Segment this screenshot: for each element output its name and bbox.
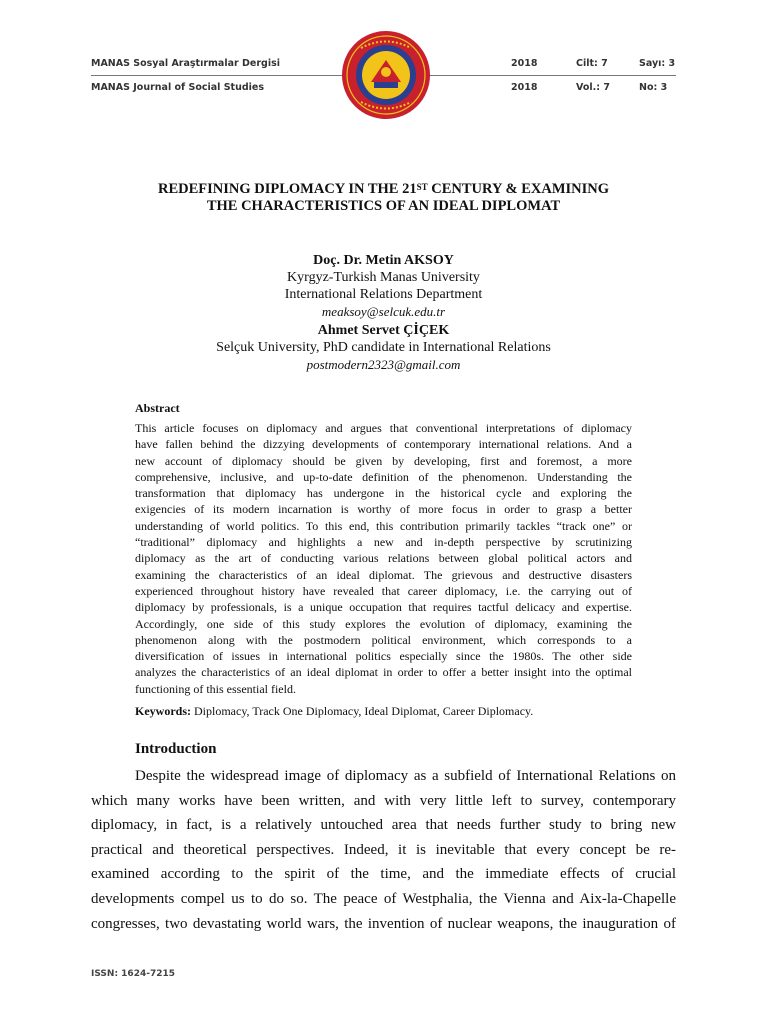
paper-title: REDEFINING DIPLOMACY IN THE 21ST CENTURY & EXAMINING THE CHARACTERISTICS OF AN IDEAL DIPLOMAT: [157, 181, 610, 214]
abstract-line: diplomacy by professionals, is a unique occupation that requires tactful delicacy and expertise.: [135, 600, 632, 615]
issn: ISSN: 1624-7215: [91, 969, 176, 979]
volume-en: Vol.: 7: [576, 82, 610, 93]
abstract-line: transformation that diplomacy has undergone in the historical cycle and exploring the: [135, 486, 632, 501]
introduction-text: [91, 764, 676, 936]
paragraph-line: practical and theoretical perspectives. Indeed, it is inevitable that every concept be re-: [91, 841, 676, 858]
author-affiliation: Kyrgyz-Turkish Manas University: [287, 270, 480, 285]
abstract-line: have fallen behind the dizzying developments of contemporary international relations. And a: [135, 437, 632, 452]
abstract-line: diversification of issues in international politics especially since the 1980s. The other side: [135, 649, 632, 664]
author-affiliation: Selçuk University, PhD candidate in International Relations: [216, 340, 551, 355]
author-email[interactable]: meaksoy@selcuk.edu.tr: [321, 304, 446, 319]
author-name: Doç. Dr. Metin AKSOY: [313, 253, 454, 268]
year-en: 2018: [511, 82, 538, 93]
abstract-line: analyzes the characteristics of an ideal diplomat in order to offer a better insight into the optimal: [135, 665, 632, 680]
abstract-line: diplomacy as the art of conducting various relations between global political actors and: [135, 551, 632, 566]
volume-tr: Cilt: 7: [576, 58, 608, 69]
paragraph-line: which many works have been written, and with very little left to survey, contemporary: [91, 792, 676, 809]
abstract-line: phenomenon along with the postmodern political environment, which corresponds to a: [135, 632, 632, 647]
university-logo-icon: [341, 30, 431, 120]
author-department: International Relations Department: [284, 287, 483, 302]
abstract-line: Accordingly, one side of this study explores the evolution of diplomacy, examining the: [135, 616, 632, 631]
journal-name-en: MANAS Journal of Social Studies: [91, 82, 265, 93]
author-1: [91, 252, 676, 320]
paragraph-line: congresses, two devastating world wars, the invention of nuclear weapons, the inauguration of: [91, 915, 676, 932]
abstract-line: new account of diplomacy should be given by developing, first and foremost, a more: [135, 453, 632, 468]
abstract-line: examining the characteristics of an ideal diplomat. The grievous and destructive disasters: [135, 567, 632, 582]
author-email[interactable]: postmodern2323@gmail.com: [306, 357, 461, 372]
author-2: [91, 322, 676, 373]
issue-tr: Sayı: 3: [639, 58, 676, 69]
abstract-line: functioning of this essential field.: [135, 681, 296, 696]
introduction-heading: Introduction: [135, 741, 217, 757]
issue-en: No: 3: [639, 82, 668, 93]
abstract-line: experienced throughout history have revealed that career diplomacy, i.e. the carrying out of: [135, 583, 632, 598]
abstract-line: exigencies of its modern incarnation is worthy of more focus in order to grasp a better: [135, 502, 632, 517]
year-tr: 2018: [511, 58, 538, 69]
abstract-line: This article focuses on diplomacy and argues that conventional interpretations of diplomacy: [135, 421, 632, 435]
keywords: Keywords: Diplomacy, Track One Diplomacy, Ideal Diplomat, Career Diplomacy.: [135, 704, 534, 718]
author-name: Ahmet Servet ÇİÇEK: [317, 323, 450, 338]
abstract-line: comprehensive, inclusive, and up-to-date definition of the phenomenon. Understanding the: [135, 469, 632, 484]
abstract-heading: Abstract: [135, 401, 180, 415]
abstract-text: [135, 420, 632, 697]
paragraph-line: diplomacy, in fact, is a relatively untouched area that needs further study to bring new: [91, 817, 676, 834]
abstract-line: understanding of world politics. To this end, this contribution primarily tackles “track one” or: [135, 518, 632, 533]
paragraph-line: Despite the widespread image of diplomacy as a subfield of International Relations on: [135, 768, 676, 784]
paragraph-line: examined according to the spirit of the time, and the immediate effects of crucial: [91, 866, 676, 883]
journal-name-tr: MANAS Sosyal Araştırmalar Dergisi: [91, 58, 280, 69]
paragraph-line: developments compel us to do so. The peace of Westphalia, the Vienna and Aix-la-Chapelle: [91, 890, 676, 907]
abstract-line: “traditional” diplomacy and highlights a new and in-depth perspective by scrutinizing: [135, 535, 632, 550]
